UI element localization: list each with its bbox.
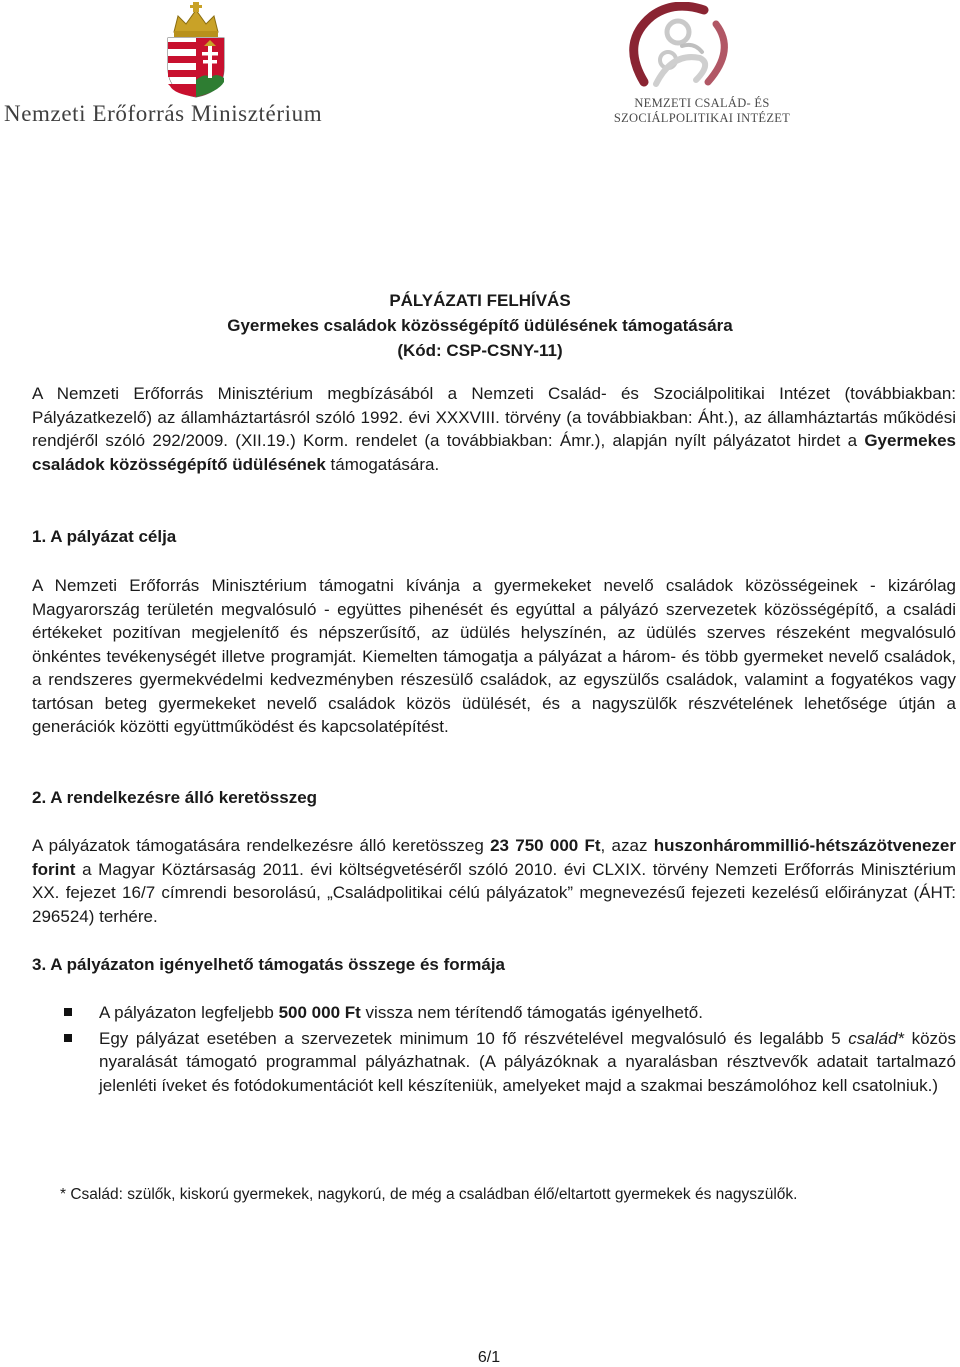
section-3-heading: 3. A pályázaton igényelhető támogatás összege és formája [32, 955, 506, 974]
section-2-text-1: A pályázatok támogatására rendelkezésre álló keretösszeg [32, 836, 491, 855]
section-1-heading: 1. A pályázat célja [32, 527, 177, 546]
bullet-1-text-2: vissza nem térítendő támogatás igényelhető. [360, 1003, 703, 1022]
ministry-logo [0, 0, 400, 135]
institute-name-line1: NEMZETI CSALÁD- ÉS [634, 96, 770, 110]
title-line-1: PÁLYÁZATI FELHÍVÁS [389, 291, 571, 310]
ministry-name: Nemzeti Erőforrás Minisztérium [4, 101, 323, 126]
budget-amount: 23 750 000 Ft [490, 836, 601, 855]
budget-amount-words: huszonhárommillió-hétszázötvenezer forint [32, 836, 956, 879]
section-2-heading: 2. A rendelkezésre álló keretösszeg [32, 788, 318, 807]
family-term: család* [848, 1028, 905, 1048]
footnote: * Család: szülők, kiskorú gyermekek, nagykorú, de még a családban élő/eltartott gyermekek és nagyszülők. [60, 1186, 798, 1203]
intro-text-1: A Nemzeti Erőforrás Minisztérium megbízásából a Nemzeti Család- és Szociálpolitikai Intézet (továbbiakban: Pályázatkezelő) az államháztartásról szóló 1992. évi XXXVIII. törvény (a továbbiakban: Áht.), az államháztartás működési rendjéről szóló 292/2009. (XII.19.) Korm. rendelet (a továbbiakban: Ámr.), alapján nyílt pályázatot hirdet a [32, 384, 956, 450]
title-line-3: (Kód: CSP-CSNY-11) [397, 341, 563, 360]
intro-paragraph [32, 382, 956, 476]
bullet-2-text-2: közös nyaralását támogató programmal pályázhatnak. (A pályázóknak a nyaralásban résztvevők adatait tartalmazó jelenléti íveket és fotódokumentációt kell készíteniük, amelyeket majd a szakmai beszámolóhoz kell csatolniuk.) [99, 1028, 956, 1095]
square-bullet-icon [64, 1008, 72, 1016]
bullet-2-text-1: Egy pályázat esetében a szervezetek minimum 10 fő részvételével megvalósuló és legalább 5 [99, 1028, 849, 1048]
institute-name [602, 96, 802, 126]
section-2-text-2: , azaz [600, 836, 654, 855]
section-2-text-3: a Magyar Köztársaság 2011. évi költségvetéséről szóló 2010. évi CLXIX. törvény Nemzeti Erőforrás Minisztérium XX. fejezet 16/7 címrendi besorolású, „Családpolitikai célú pályázatok” megnevezésű fejezeti kezelésű előirányzat (ÁHT: 296524) terhére. [32, 859, 956, 926]
intro-bold-text: Gyermekes családok közösségépítő üdülésének [32, 431, 956, 474]
institute-name-line2: SZOCIÁLPOLITIKAI INTÉZET [613, 111, 791, 125]
hungarian-coat-of-arms-icon [160, 2, 232, 98]
family-emblem-icon [612, 2, 744, 92]
bullet-1-text-1: A pályázaton legfeljebb [99, 1003, 279, 1022]
document-title [0, 288, 960, 363]
institute-logo [590, 0, 810, 140]
support-bullet-list [64, 1001, 956, 1097]
bullet-item [64, 1001, 956, 1025]
intro-text-2: támogatására. [325, 454, 440, 474]
section-1-paragraph: A Nemzeti Erőforrás Minisztérium támogatni kívánja a gyermekeket nevelő családok közösségeinek - kizárólag Magyarország területén megvalósuló - együttes pihenését és egyúttal a pályázó szervezetek közösségépítő, a családi értékeket pozitívan megjelenítő és népszerűsítő, az üdülés helyszínén, az üdülés szerves részeként megvalósuló önkéntes tevékenységét illetve programját. Kiemelten támogatja a pályázat a három- és több gyermeket nevelő családok, a rendszeres gyermekvédelmi kedvezményben részesülő családok, az egyszülős családok, valamint a fogyatékos vagy tartósan beteg gyermekeket nevelő családok közös üdülését, és a nagyszülők részvételének lehetősége útján a generációk közötti együttműködést és kapcsolatépítést. [32, 576, 956, 736]
max-support-amount: 500 000 Ft [278, 1003, 361, 1022]
square-bullet-icon [64, 1034, 72, 1042]
section-2-paragraph [32, 834, 956, 928]
bullet-item [64, 1027, 956, 1098]
title-line-2: Gyermekes családok közösségépítő üdülésének támogatására [227, 316, 733, 335]
page-number: 6/1 [477, 1349, 501, 1366]
